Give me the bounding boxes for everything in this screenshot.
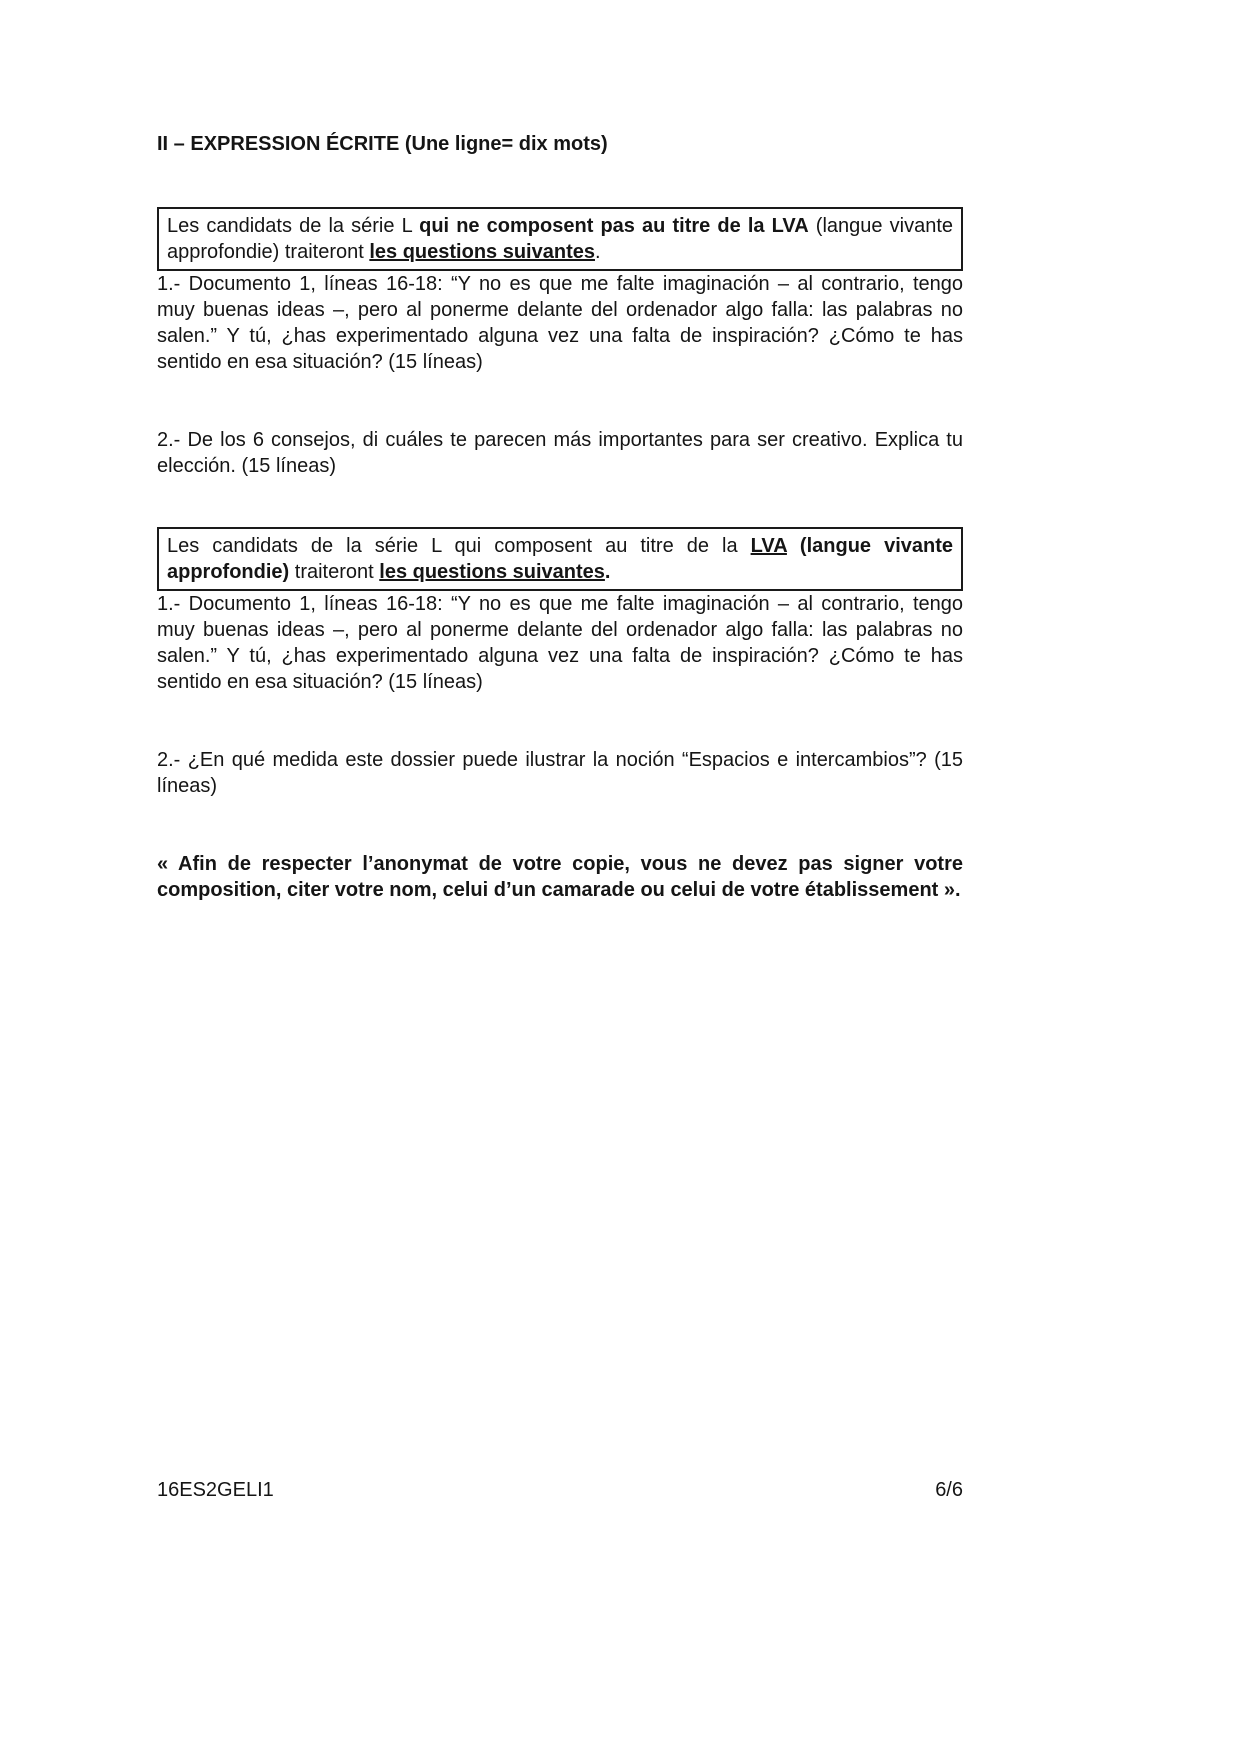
question-2-non-lva: 2.- De los 6 consejos, di cuáles te parecen más importantes para ser creativo. Explica tu elección. (15 líneas) (157, 429, 963, 477)
page-footer (157, 1477, 963, 1503)
text-segment: Les candidats de la série L qui composent au titre de la (167, 535, 751, 557)
text-segment: traiteront (289, 561, 380, 583)
question-1-lva: 1.- Documento 1, líneas 16-18: “Y no es que me falte imaginación – al contrario, tengo muy buenas ideas –, pero al ponerme delante del ordenador algo falla: las palabras no salen.” Y tú, ¿has experimentado alguna vez una falta de inspiración? ¿Cómo te has sentido en esa situación? (15 líneas) (157, 593, 963, 693)
instruction-box-lva (157, 527, 963, 591)
text-segment: qui ne composent pas au titre de la LVA (419, 215, 809, 237)
text-segment: . (594, 241, 601, 263)
text-segment: (langue vivante approfondie) (167, 535, 953, 583)
text-segment: les questions suivantes (379, 561, 605, 583)
text-segment: LVA (750, 535, 787, 557)
question-1-non-lva: 1.- Documento 1, líneas 16-18: “Y no es que me falte imaginación – al contrario, tengo muy buenas ideas –, pero al ponerme delante del ordenador algo falla: las palabras no salen.” Y tú, ¿has experimentado alguna vez una falta de inspiración? ¿Cómo te has sentido en esa situación? (15 líneas) (157, 273, 963, 373)
question-2-lva: 2.- ¿En qué medida este dossier puede ilustrar la noción “Espacios e intercambios”? (15 líneas) (157, 749, 963, 797)
instruction-box-non-lva (157, 207, 963, 271)
section-title: II – EXPRESSION ÉCRITE (Une ligne= dix mots) (157, 133, 608, 155)
text-segment: (langue vivante approfondie) traiteront (167, 215, 954, 263)
footer-page-number: 6/6 (935, 1479, 963, 1501)
footer-doc-code: 16ES2GELI1 (157, 1479, 274, 1501)
anonymity-notice: « Afin de respecter l’anonymat de votre copie, vous ne devez pas signer votre composition, citer votre nom, celui d’un camarade ou celui de votre établissement ». (157, 853, 963, 901)
text-segment: Les candidats de la série L (167, 215, 420, 237)
document-content (157, 131, 963, 903)
text-segment: les questions suivantes (369, 241, 595, 263)
text-segment: . (604, 561, 611, 583)
